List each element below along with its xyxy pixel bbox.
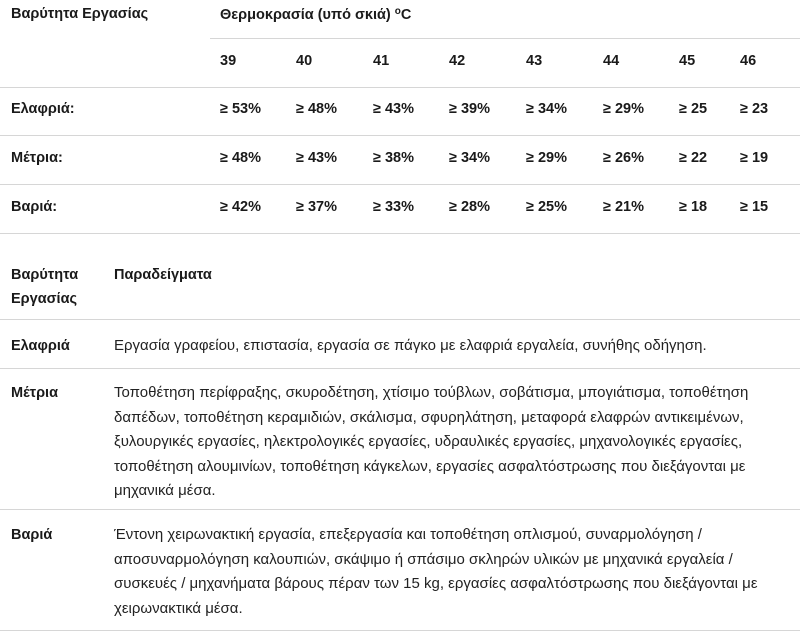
value-cell: ≥ 29% (603, 101, 645, 117)
value-cell: ≥ 39% (449, 101, 491, 117)
value-cell: ≥ 22 (679, 150, 708, 166)
header-work-intensity-2: Βαρύτητα Εργασίας (11, 267, 79, 307)
temp-41: 41 (373, 53, 390, 69)
value-cell: ≥ 53% (220, 101, 262, 117)
example-text-heavy: Έντονη χειρωνακτική εργασία, επεξεργασία και τοποθέτηση οπλισμού, συναρμολόγηση / αποσυναρμολόγηση καλουπιών, σκάψιμο ή σπάσιμο σκληρών υλικών με μηχανικά εργαλεία / συσκευές / μηχανήματα βάρους πέραν των 15 kg, εργασίες ασφαλτόστρωσης που διεξάγονται με χειρωνακτικά μέσα. (114, 526, 758, 617)
example-text-light: Εργασία γραφείου, επιστασία, εργασία σε πάγκο με ελαφριά εργαλεία, συνήθης οδήγηση. (114, 337, 707, 354)
value-cell: ≥ 48% (296, 101, 338, 117)
row-label-heavy-2: Βαριά (11, 527, 53, 543)
temp-43: 43 (526, 53, 543, 69)
value-cell: ≥ 37% (296, 199, 338, 215)
value-cell: ≥ 19 (740, 150, 769, 166)
row-label-light-2: Ελαφριά (11, 338, 70, 354)
value-cell: ≥ 28% (449, 199, 491, 215)
temp-44: 44 (603, 53, 620, 69)
temp-45: 45 (679, 53, 696, 69)
value-cell: ≥ 33% (373, 199, 415, 215)
row-label-heavy: Βαριά: (11, 199, 58, 215)
value-cell: ≥ 38% (373, 150, 415, 166)
value-cell: ≥ 23 (740, 101, 769, 117)
value-cell: ≥ 42% (220, 199, 262, 215)
value-cell: ≥ 29% (526, 150, 568, 166)
header-work-intensity: Βαρύτητα Εργασίας (11, 6, 149, 22)
temp-40: 40 (296, 53, 313, 69)
value-cell: ≥ 25% (526, 199, 568, 215)
value-cell: ≥ 34% (526, 101, 568, 117)
value-cell: ≥ 15 (740, 199, 769, 215)
temp-39: 39 (220, 53, 237, 69)
example-text-medium: Τοποθέτηση περίφραξης, σκυροδέτηση, χτίσιμο τούβλων, σοβάτισμα, μπογιάτισμα, τοποθέτηση δαπέδων, τοποθέτηση κεραμιδιών, σκάλισμα, σφυρηλάτηση, μεταφορά ελαφρών αντικειμένων, ξυλουργικές εργασίες, ηλεκτρολογικές εργασίες, υδραυλικές εργασίες, μηχανολογικές εργασίες, τοποθέτηση αλουμινίων, τοποθέτηση κάγκελων, εργασίες ασφαλτόστρωσης που διεξάγονται με μηχανικά μέσα. (114, 384, 749, 499)
value-cell: ≥ 34% (449, 150, 491, 166)
value-cell: ≥ 18 (679, 199, 708, 215)
row-label-medium: Μέτρια: (11, 150, 63, 166)
value-cell: ≥ 21% (603, 199, 645, 215)
value-cell: ≥ 48% (220, 150, 262, 166)
header-temperature: Θερμοκρασία (υπό σκιά) $^o$C (220, 6, 412, 23)
temp-42: 42 (449, 53, 466, 69)
value-cell: ≥ 43% (373, 101, 415, 117)
value-cell: ≥ 43% (296, 150, 338, 166)
value-cell: ≥ 25 (679, 101, 708, 117)
value-cell: ≥ 26% (603, 150, 645, 166)
row-label-light: Ελαφριά: (11, 101, 75, 117)
temp-46: 46 (740, 53, 757, 69)
header-examples: Παραδείγματα (114, 267, 212, 283)
row-label-medium-2: Μέτρια (11, 385, 59, 401)
